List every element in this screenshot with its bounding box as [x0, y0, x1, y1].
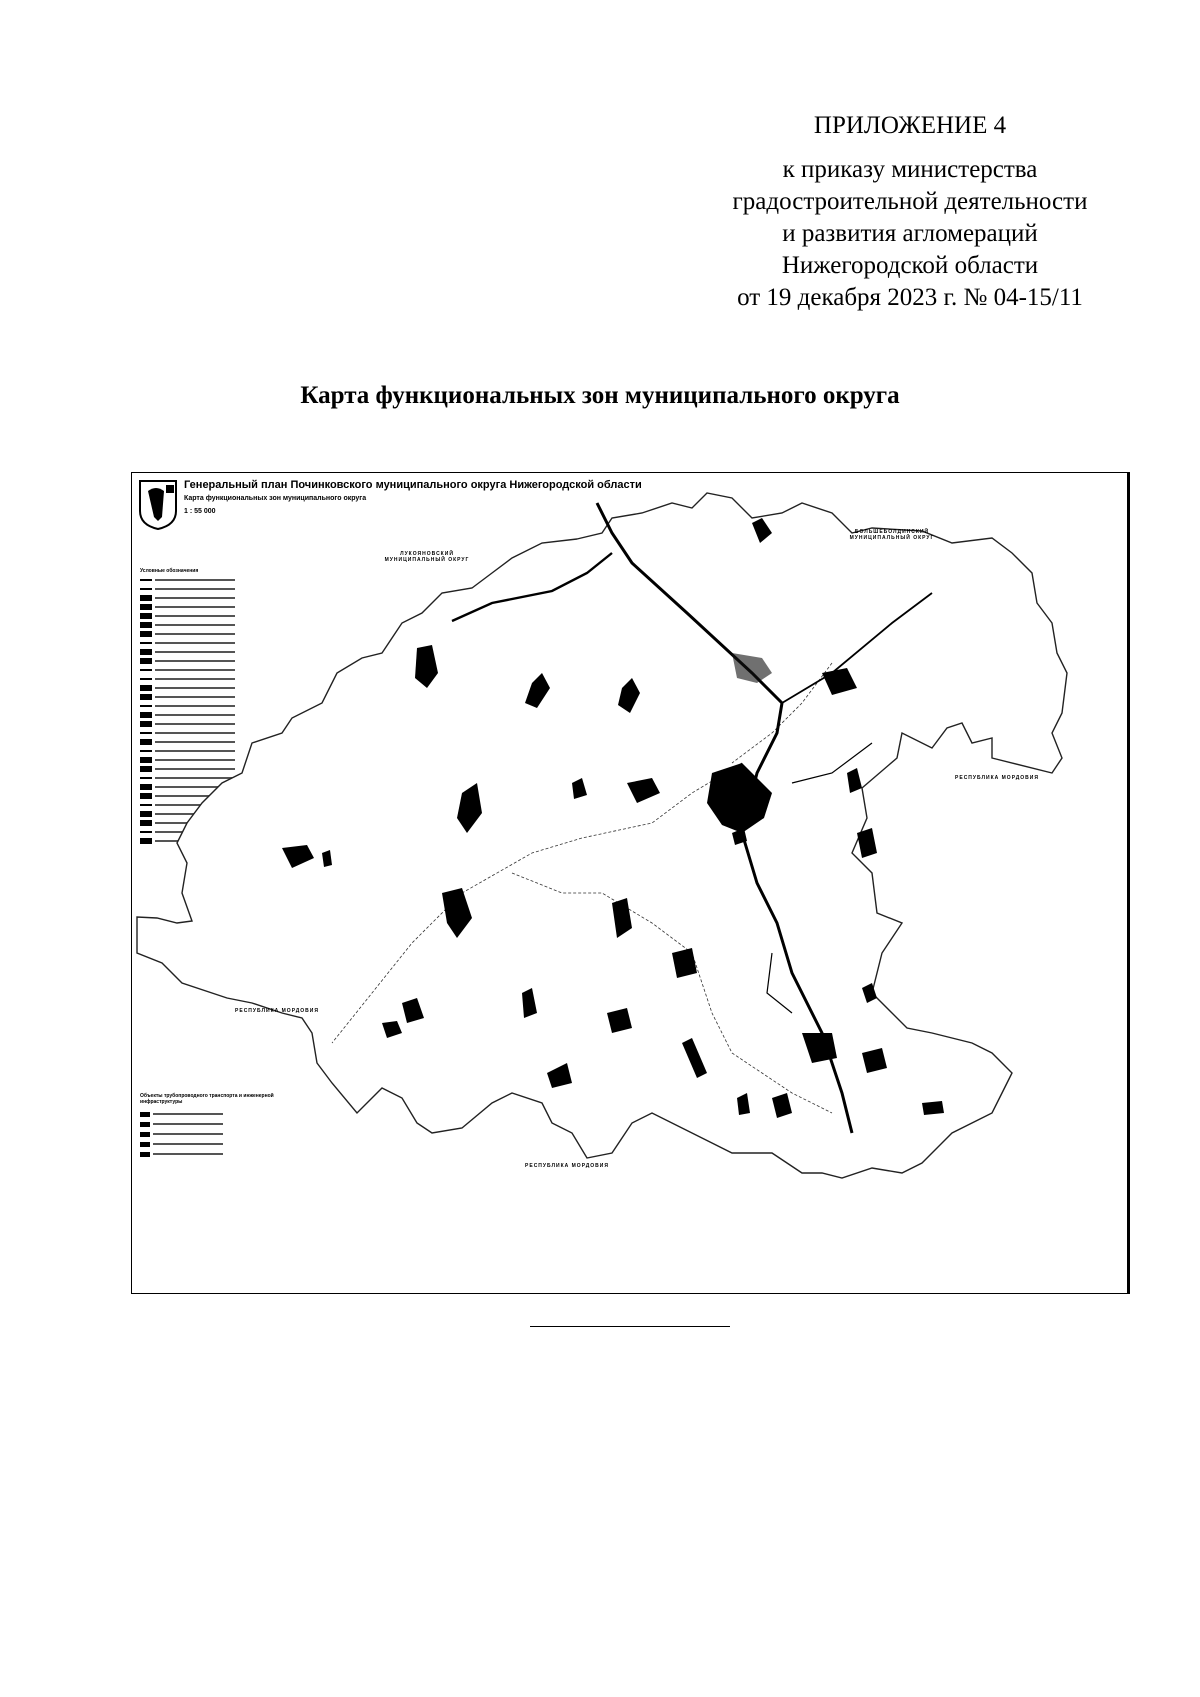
map-subtitle: Карта функциональных зон муниципального округа	[184, 495, 367, 502]
map-frame	[131, 472, 1130, 1294]
neighbor-label: ЛУКОЯНОВСКИЙ МУНИЦИПАЛЬНЫЙ ОКРУГ	[384, 551, 470, 563]
appendix-line: к приказу министерства	[782, 156, 1038, 183]
appendix-block	[680, 110, 1140, 314]
neighbor-label: БОЛЬШЕБОЛДИНСКИЙ МУНИЦИПАЛЬНЫЙ ОКРУГ	[849, 529, 935, 541]
appendix-line: градостроительной деятельности	[732, 188, 1088, 215]
functional-zones-map	[132, 473, 1128, 1293]
end-divider	[530, 1326, 730, 1327]
document-title: Карта функциональных зон муниципального округа	[300, 382, 900, 409]
map-scale: 1 : 55 000	[184, 508, 216, 515]
appendix-line: Нижегородской области	[781, 252, 1039, 279]
legend-heading: Условные обозначения	[140, 568, 199, 574]
neighbor-label: РЕСПУБЛИКА МОРДОВИЯ	[955, 775, 1039, 781]
neighbor-label: РЕСПУБЛИКА МОРДОВИЯ	[235, 1008, 319, 1014]
appendix-line: от 19 декабря 2023 г. № 04-15/11	[737, 284, 1083, 311]
appendix-heading: ПРИЛОЖЕНИЕ 4	[813, 112, 1007, 139]
appendix-line: и развития агломераций	[782, 220, 1038, 247]
map-title: Генеральный план Починковского муниципального округа Нижегородской области	[184, 479, 642, 491]
legend-heading-secondary: Объекты трубопроводного транспорта и инженерной инфраструктуры	[140, 1093, 274, 1105]
neighbor-label: РЕСПУБЛИКА МОРДОВИЯ	[525, 1163, 609, 1169]
